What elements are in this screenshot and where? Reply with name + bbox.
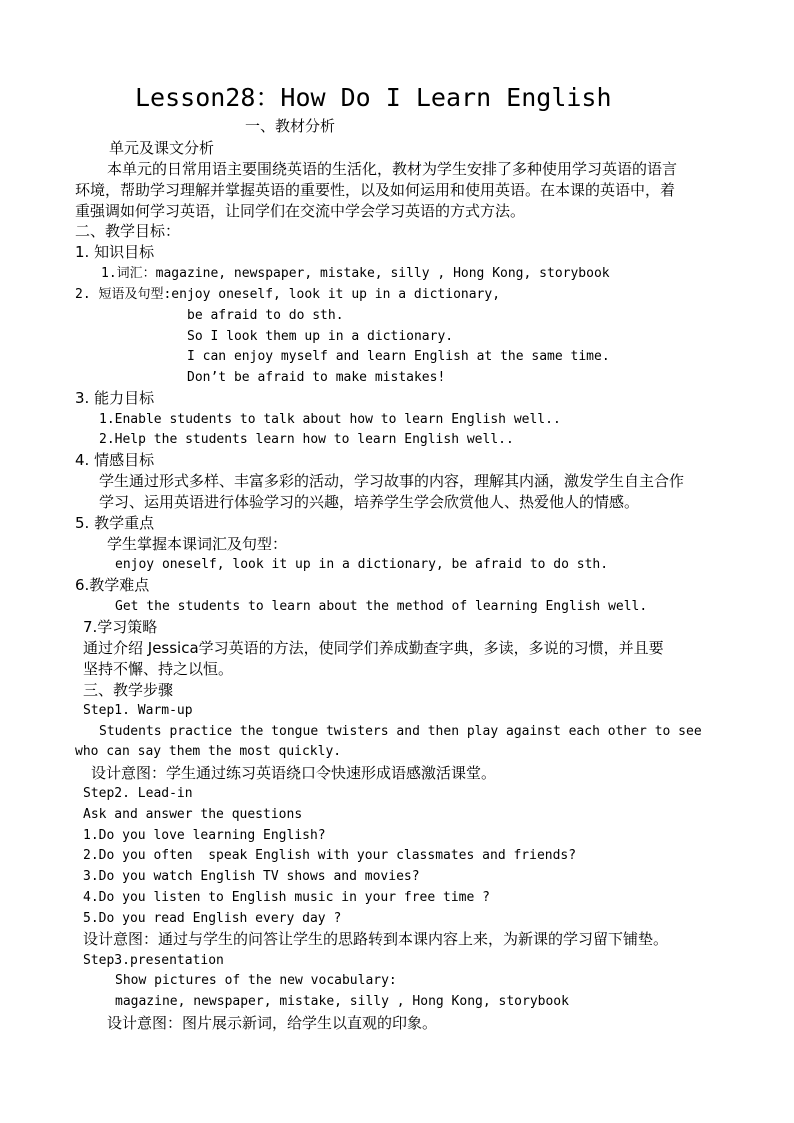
phrase-line: be afraid to do sth.	[187, 308, 344, 323]
question-item: 5.Do you read English every day ?	[83, 911, 342, 926]
question-item: 2.Do you often speak English with your classmates and friends?	[83, 848, 577, 863]
subsection-heading: 3. 能力目标	[75, 389, 155, 407]
paragraph-line: Ask and answer the questions	[83, 807, 303, 822]
design-intent: 设计意图：学生通过练习英语绕口令快速形成语感激活课堂。	[91, 764, 497, 782]
question-item: 1.Do you love learning English?	[83, 828, 326, 843]
section-heading: 一、教材分析	[245, 117, 336, 135]
paragraph-line: 坚持不懈、持之以恒。	[83, 660, 234, 678]
phrase-line: So I look them up in a dictionary.	[187, 329, 454, 344]
paragraph-line: Students practice the tongue twisters and then play against each other to see	[99, 724, 702, 739]
paragraph-line: 通过介绍 Jessica学习英语的方法，使同学们养成勤查字典，多读，多说的习惯，并且要	[83, 639, 664, 657]
step-heading: Step1. Warm-up	[83, 703, 193, 718]
subsection-heading: 1. 知识目标	[75, 243, 155, 261]
subsection-heading: 单元及课文分析	[109, 139, 215, 157]
subsection-heading: 7.学习策略	[83, 618, 158, 636]
key-phrases: enjoy oneself, look it up in a dictionary, be afraid to do sth.	[115, 557, 609, 572]
paragraph-line: who can say them the most quickly.	[75, 744, 342, 759]
paragraph-line: Show pictures of the new vocabulary:	[115, 973, 397, 988]
step-heading: Step3.presentation	[83, 953, 224, 968]
section-heading: 三、教学步骤	[83, 681, 174, 699]
document-title: Lesson28：How Do I Learn English	[135, 83, 612, 112]
phrase-line: Don’t be afraid to make mistakes!	[187, 370, 446, 385]
phrase-line: I can enjoy myself and learn English at the same time.	[187, 349, 610, 364]
paragraph-line: Get the students to learn about the method of learning English well.	[115, 599, 648, 614]
phrases-line: 2. 短语及句型:enjoy oneself, look it up in a dictionary,	[75, 287, 501, 302]
paragraph-line: 学习、运用英语进行体验学习的兴趣，培养学生学会欣赏他人、热爱他人的情感。	[99, 493, 640, 511]
paragraph-line: 重强调如何学习英语，让同学们在交流中学会学习英语的方式方法。	[75, 202, 526, 220]
paragraph-line: 学生掌握本课词汇及句型：	[107, 535, 288, 553]
design-intent: 设计意图：通过与学生的问答让学生的思路转到本课内容上来，为新课的学习留下铺垫。	[83, 930, 669, 948]
subsection-heading: 5. 教学重点	[75, 514, 155, 532]
subsection-heading: 4. 情感目标	[75, 451, 155, 469]
question-item: 4.Do you listen to English music in your free time ?	[83, 890, 490, 905]
ability-item: 2.Help the students learn how to learn English well..	[99, 432, 514, 447]
ability-item: 1.Enable students to talk about how to learn English well..	[99, 412, 561, 427]
vocab-line: 1.词汇：magazine, newspaper, mistake, silly , Hong Kong, storybook	[101, 266, 610, 281]
design-intent: 设计意图：图片展示新词，给学生以直观的印象。	[107, 1014, 438, 1032]
paragraph-line: 环境，帮助学习理解并掌握英语的重要性，以及如何运用和使用英语。在本课的英语中，着	[75, 181, 676, 199]
subsection-heading: 6.教学难点	[75, 576, 150, 594]
paragraph-line: 本单元的日常用语主要围绕英语的生活化，教材为学生安排了多种使用学习英语的语言	[107, 160, 678, 178]
question-item: 3.Do you watch English TV shows and movies?	[83, 869, 420, 884]
paragraph-line: 学生通过形式多样、丰富多彩的活动，学习故事的内容，理解其内涵，激发学生自主合作	[99, 472, 685, 490]
step-heading: Step2. Lead-in	[83, 786, 193, 801]
section-heading: 二、教学目标：	[75, 222, 181, 240]
vocab-line: magazine, newspaper, mistake, silly , Hong Kong, storybook	[115, 994, 569, 1009]
